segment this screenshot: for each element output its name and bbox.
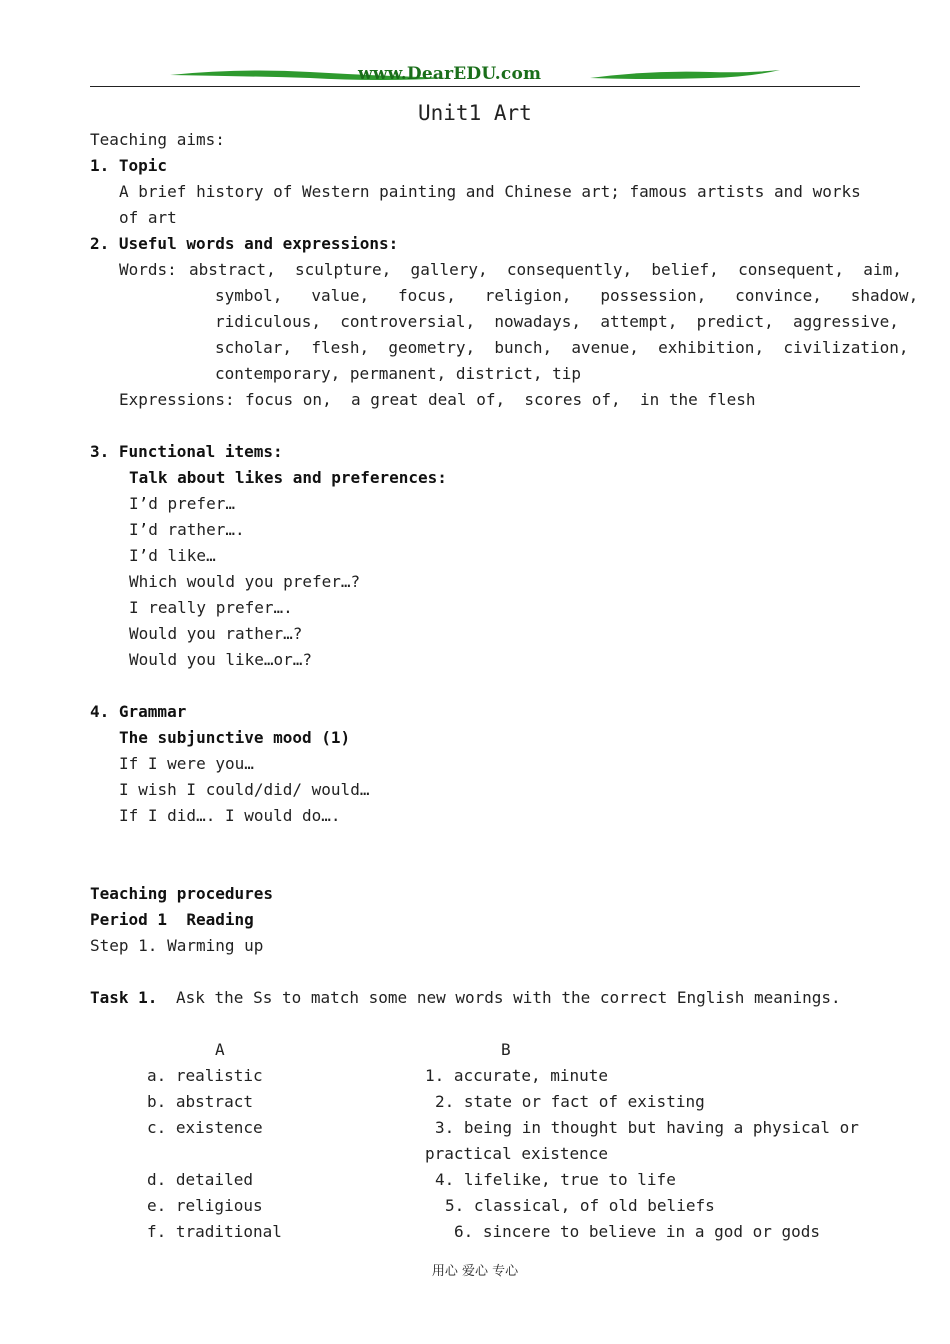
task-text: Ask the Ss to match some new words with the correct English meanings. — [176, 988, 841, 1007]
page-header — [90, 60, 860, 90]
topic-text-line2: of art — [119, 208, 177, 227]
match-word: d. detailed — [147, 1170, 253, 1189]
task-label: Task 1. — [90, 988, 158, 1007]
words-line3: ridiculous, controversial, nowadays, attempt, predict, aggressive, — [215, 312, 899, 331]
header-rule — [90, 86, 860, 87]
grammar-item: If I did…. I would do…. — [119, 806, 341, 825]
match-word: c. existence — [147, 1118, 263, 1137]
match-meaning: 5. classical, of old beliefs — [445, 1196, 715, 1215]
match-word: a. realistic — [147, 1066, 263, 1085]
procedures-heading: Teaching procedures — [90, 884, 274, 903]
functional-item: Would you like…or…? — [129, 650, 313, 669]
expressions-text: focus on, a great deal of, scores of, in the flesh — [245, 390, 756, 409]
match-meaning: 3. being in thought but having a physical or — [435, 1118, 859, 1137]
words-line5: contemporary, permanent, district, tip — [215, 364, 582, 383]
words-line2: symbol, value, focus, religion, possession, convince, shadow, — [215, 286, 919, 305]
topic-text-line1: A brief history of Western painting and Chinese art; famous artists and works — [119, 182, 861, 201]
words-line1: abstract, sculpture, gallery, consequently, belief, consequent, aim, — [189, 260, 902, 279]
functional-item: I’d rather…. — [129, 520, 245, 539]
topic-heading: 1. Topic — [90, 156, 168, 175]
column-b-header: B — [501, 1040, 511, 1059]
functional-item: I’d like… — [129, 546, 216, 565]
words-line4: scholar, flesh, geometry, bunch, avenue, exhibition, civilization, — [215, 338, 909, 357]
grammar-heading: 4. Grammar — [90, 702, 187, 721]
period-heading: Period 1 Reading — [90, 910, 254, 929]
functional-items-heading: 3. Functional items: — [90, 442, 283, 461]
page-footer: 用心 爱心 专心 — [431, 1264, 519, 1279]
match-meaning: 2. state or fact of existing — [435, 1092, 705, 1111]
match-word: b. abstract — [147, 1092, 253, 1111]
functional-item: I really prefer…. — [129, 598, 293, 617]
right-swoosh-icon — [590, 68, 780, 82]
words-label: Words: — [119, 260, 177, 279]
grammar-item: If I were you… — [119, 754, 254, 773]
step-heading: Step 1. Warming up — [90, 936, 264, 955]
match-meaning: 4. lifelike, true to life — [435, 1170, 676, 1189]
grammar-subheading: The subjunctive mood (1) — [119, 728, 351, 747]
expressions-label: Expressions: — [119, 390, 235, 409]
column-a-header: A — [215, 1040, 225, 1059]
match-meaning: practical existence — [425, 1144, 609, 1163]
match-word: e. religious — [147, 1196, 263, 1215]
useful-words-heading: 2. Useful words and expressions: — [90, 234, 399, 253]
match-word: f. traditional — [147, 1222, 282, 1241]
grammar-item: I wish I could/did/ would… — [119, 780, 370, 799]
functional-item: Would you rather…? — [129, 624, 303, 643]
teaching-aims-label: Teaching aims: — [90, 130, 225, 149]
site-logo-text[interactable]: www.DearEDU.com — [358, 64, 542, 84]
functional-item: Which would you prefer…? — [129, 572, 361, 591]
functional-subheading: Talk about likes and preferences: — [129, 468, 447, 487]
functional-item: I’d prefer… — [129, 494, 235, 513]
match-meaning: 6. sincere to believe in a god or gods — [454, 1222, 821, 1241]
page-title: Unit1 Art — [418, 101, 532, 125]
match-meaning: 1. accurate, minute — [425, 1066, 609, 1085]
